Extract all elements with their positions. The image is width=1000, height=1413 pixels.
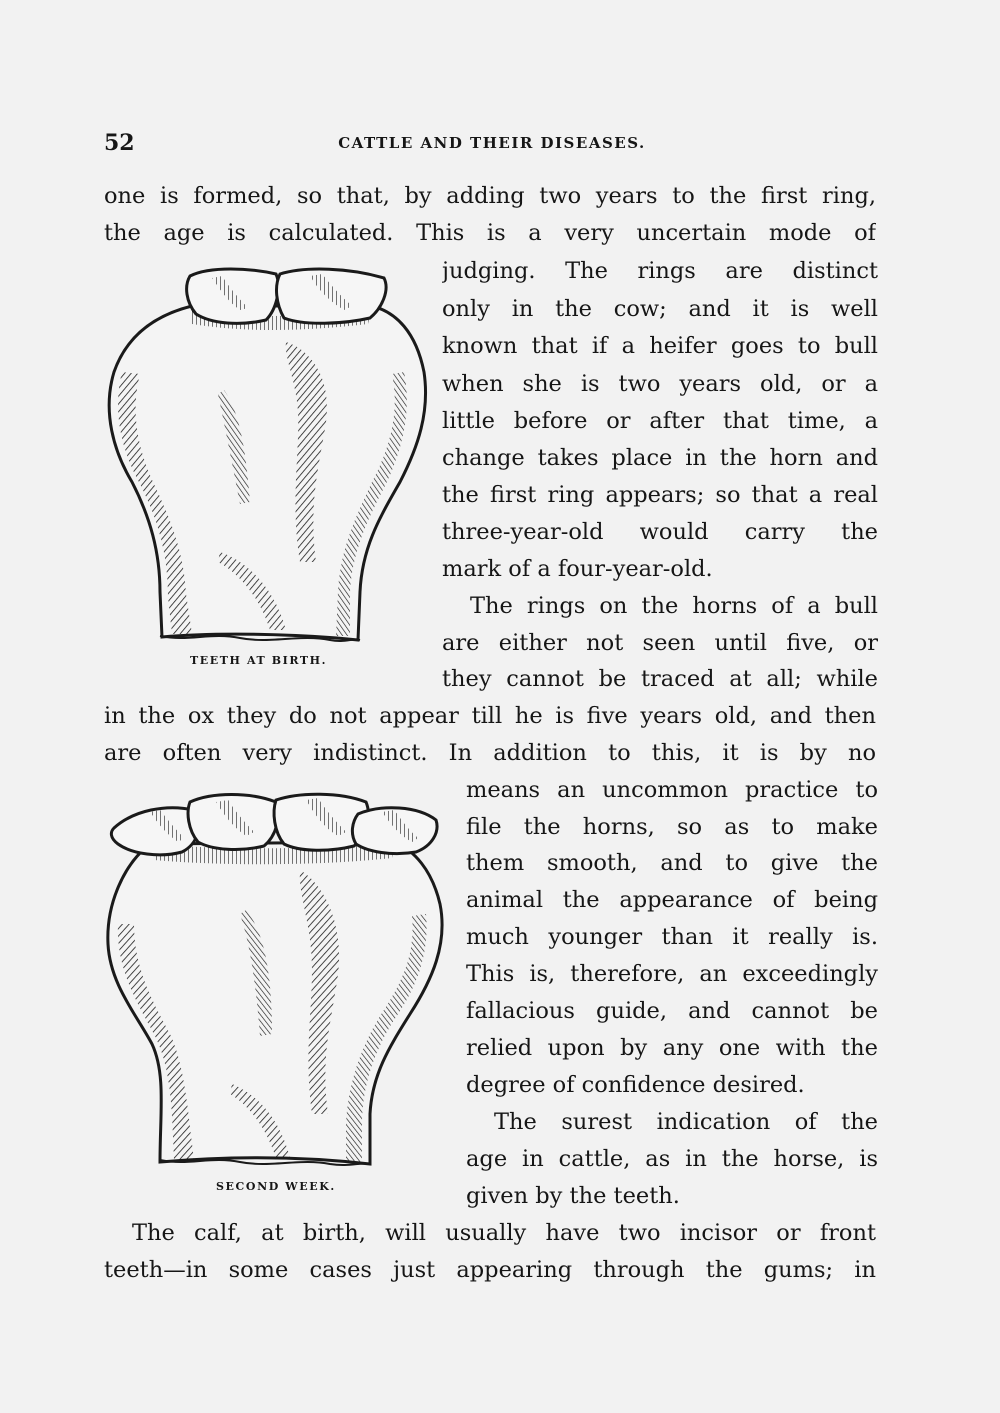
text-line: change takes place in the horn and	[442, 445, 878, 471]
text-line: one is formed, so that, by adding two years to the first ring,	[104, 183, 876, 209]
text-line: animal the appearance of being	[466, 887, 878, 913]
text-line: are either not seen until five, or	[442, 630, 878, 656]
text-line: the age is calculated. This is a very uncertain mode of	[104, 220, 876, 246]
text-line: them smooth, and to give the	[466, 850, 878, 876]
text-line: teeth—in some cases just appearing through the gums; in	[104, 1257, 876, 1283]
text-line: judging. The rings are distinct	[442, 258, 878, 284]
text-line: file the horns, so as to make	[466, 814, 878, 840]
text-line: known that if a heifer goes to bull	[442, 333, 878, 359]
text-line: the first ring appears; so that a real	[442, 482, 878, 508]
text-line: fallacious guide, and cannot be	[466, 998, 878, 1024]
teeth-second-week-illustration	[100, 784, 450, 1170]
text-line: only in the cow; and it is well	[442, 296, 878, 322]
text-line: given by the teeth.	[466, 1183, 680, 1209]
text-line: mark of a four-year-old.	[442, 556, 713, 582]
text-line: This is, therefore, an exceedingly	[466, 961, 878, 987]
text-line: relied upon by any one with the	[466, 1035, 878, 1061]
text-line: The rings on the horns of a bull	[470, 593, 878, 619]
teeth-at-birth-illustration	[100, 262, 436, 650]
running-title: CATTLE AND THEIR DISEASES.	[338, 134, 646, 152]
figure-caption-second-week: SECOND WEEK.	[216, 1180, 336, 1193]
text-line: in the ox they do not appear till he is five years old, and then	[104, 703, 876, 729]
text-line: means an uncommon practice to	[466, 777, 878, 803]
text-line: when she is two years old, or a	[442, 371, 878, 397]
text-line: are often very indistinct. In addition to this, it is by no	[104, 740, 876, 766]
text-line: little before or after that time, a	[442, 408, 878, 434]
text-line: degree of confidence desired.	[466, 1072, 805, 1098]
page-number: 52	[104, 130, 135, 156]
text-line: The calf, at birth, will usually have two incisor or front	[132, 1220, 876, 1246]
text-line: they cannot be traced at all; while	[442, 666, 878, 692]
text-line: three-year-old would carry the	[442, 519, 878, 545]
text-line: The surest indication of the	[494, 1109, 878, 1135]
text-line: much younger than it really is.	[466, 924, 878, 950]
page-header	[104, 130, 880, 160]
figure-caption-teeth-at-birth: TEETH AT BIRTH.	[190, 654, 328, 667]
text-line: age in cattle, as in the horse, is	[466, 1146, 878, 1172]
